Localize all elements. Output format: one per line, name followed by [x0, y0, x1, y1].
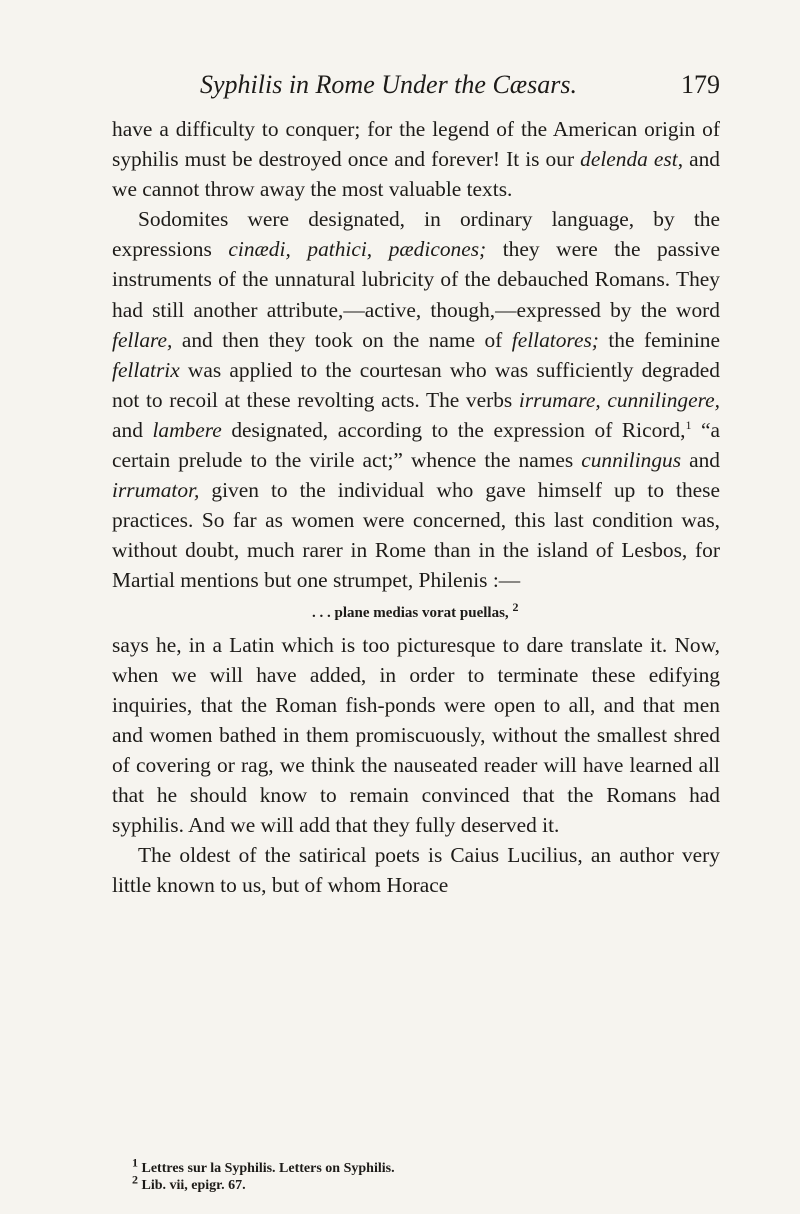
paragraph-1: have a difficulty to conquer; for the legend of the American origin of syphilis must be destroyed once and forever! It is our delenda est, and we cannot throw away the most valuable texts.: [112, 117, 720, 202]
italic-term: cinædi, pathici, pædicones;: [228, 237, 487, 262]
italic-term: irrumare, cunnilingere,: [518, 387, 720, 412]
italic-term: irrumator,: [112, 478, 200, 503]
italic-term: delenda est: [580, 147, 678, 172]
paragraph-3: says he, in a Latin which is too picturesque to dare translate it. Now, when we will have added, in order to terminate these edifying inquiries, that the Roman fish-ponds were open to all, and that men and women bathed in them promiscuously, without the smallest shred of covering or rag, we think the nauseated reader will have learned all that he should know to remain convinced that the Romans had syphilis. And we will add that they fully deserved it.: [112, 632, 720, 838]
italic-term: fellare,: [112, 327, 173, 352]
footnote-mark: 2: [132, 1172, 138, 1187]
italic-term: fellatrix: [112, 357, 180, 382]
footnotes: [132, 1155, 712, 1194]
latin-quote: . . . plane medias vorat puellas, $^2$: [312, 599, 519, 621]
italic-term: fellatores;: [511, 327, 599, 352]
footnote-ref: 2: [512, 599, 519, 614]
footnote-ref: 1: [685, 417, 692, 432]
italic-term: lambere: [152, 417, 222, 442]
body-text: [112, 114, 720, 900]
footnote: $^2$ Lib. vii, epigr. 67.: [132, 1172, 246, 1193]
page-number: 179: [681, 70, 720, 99]
paragraph-4: The oldest of the satirical poets is Caius Lucilius, an author very little known to us, but of whom Horace: [112, 843, 720, 898]
italic-term: cunnilingus: [581, 448, 682, 473]
footnote: $^1$ Lettres sur la Syphilis. Letters on Syphilis.: [132, 1155, 395, 1176]
footnote-mark: 1: [132, 1155, 138, 1170]
page-header: [200, 70, 720, 106]
running-title: Syphilis in Rome Under the Cæsars.: [200, 70, 577, 99]
paragraph-2: Sodomites were designated, in ordinary language, by the expressions cinædi, pathici, pædicones; they were the passive instruments of the unnatural lubricity of the debauched Romans. They had still another attribute,—active, though,—expressed by the word fellare, and then they took on the name of fellatores; the feminine fellatrix was applied to the courtesan who was sufficiently degraded not to recoil at these revolting acts. The verbs irrumare, cunnilingere, and lambere designated, according to the expression of Ricord,$^1$ “a certain prelude to the virile act;” whence the names cunnilingus and irrumator, given to the individual who gave himself up to these practices. So far as women were concerned, this last condition was, without doubt, much rarer in Rome than in the island of Lesbos, for Martial mentions but one strumpet, Philenis :—: [112, 207, 721, 593]
